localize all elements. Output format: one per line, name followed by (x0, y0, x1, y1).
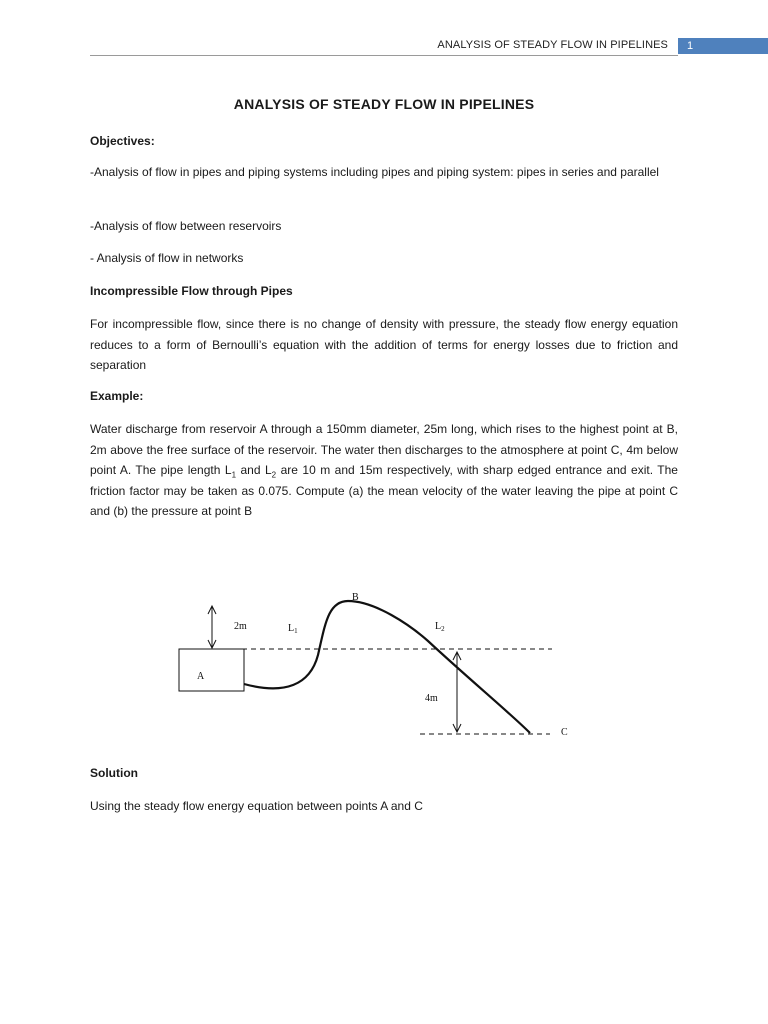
section-heading: Incompressible Flow through Pipes (90, 284, 293, 298)
example-text-part-2: and L (236, 463, 272, 477)
running-header-title: ANALYSIS OF STEADY FLOW IN PIPELINES (437, 39, 668, 51)
example-subscript-2: 2 (271, 470, 277, 480)
example-subscript-1: 1 (231, 470, 237, 480)
label-reservoir-a: A (197, 671, 205, 682)
reservoir-a-box (179, 649, 244, 691)
example-text-part-3: are 10 m and 15m respectively, with sharp edged entrance and exit. The friction factor may be taken as 0.075. Compute (a) the mean velocity of the water leaving the pipe at point C and (b) the pressure at point B (90, 463, 678, 518)
pipeline-diagram (170, 585, 570, 745)
solution-paragraph: Using the steady flow energy equation between points A and C (90, 799, 423, 813)
running-header (90, 38, 678, 56)
header-divider (90, 55, 678, 56)
objective-item-1: -Analysis of flow in pipes and piping systems including pipes and piping system: pipes in series and parallel (90, 165, 659, 179)
section-paragraph: For incompressible flow, since there is no change of density with pressure, the steady flow energy equation reduces to a form of Bernoulli’s equation with the addition of terms for energy losses due to friction and separation (90, 317, 678, 372)
label-point-c: C (561, 727, 568, 738)
label-l1-text: L (288, 623, 295, 634)
example-text-part-1: Water discharge from reservoir A through a 150mm diameter, 25m long, which rises to the highest point at B, 2m above the free surface of the reservoir. The water then discharges to the atmosphere at point C, 4m below point A. The pipe length L (90, 422, 678, 477)
label-l1-sub: 1 (294, 627, 298, 635)
label-l2 (435, 621, 445, 633)
label-l2-text: L (435, 621, 442, 632)
objectives-heading: Objectives: (90, 134, 155, 148)
page-number-badge: 1 (678, 38, 768, 54)
pipeline-curve (244, 601, 530, 733)
label-l1 (288, 623, 298, 635)
objective-item-3: - Analysis of flow in networks (90, 251, 244, 265)
document-title: ANALYSIS OF STEADY FLOW IN PIPELINES (233, 96, 535, 112)
solution-heading: Solution (90, 766, 138, 780)
label-point-b: B (352, 592, 359, 603)
label-2m: 2m (234, 621, 247, 632)
label-l2-sub: 2 (441, 625, 445, 633)
objective-item-2: -Analysis of flow between reservoirs (90, 219, 282, 233)
example-paragraph (90, 419, 678, 522)
label-4m: 4m (425, 693, 438, 704)
example-heading: Example: (90, 389, 144, 403)
